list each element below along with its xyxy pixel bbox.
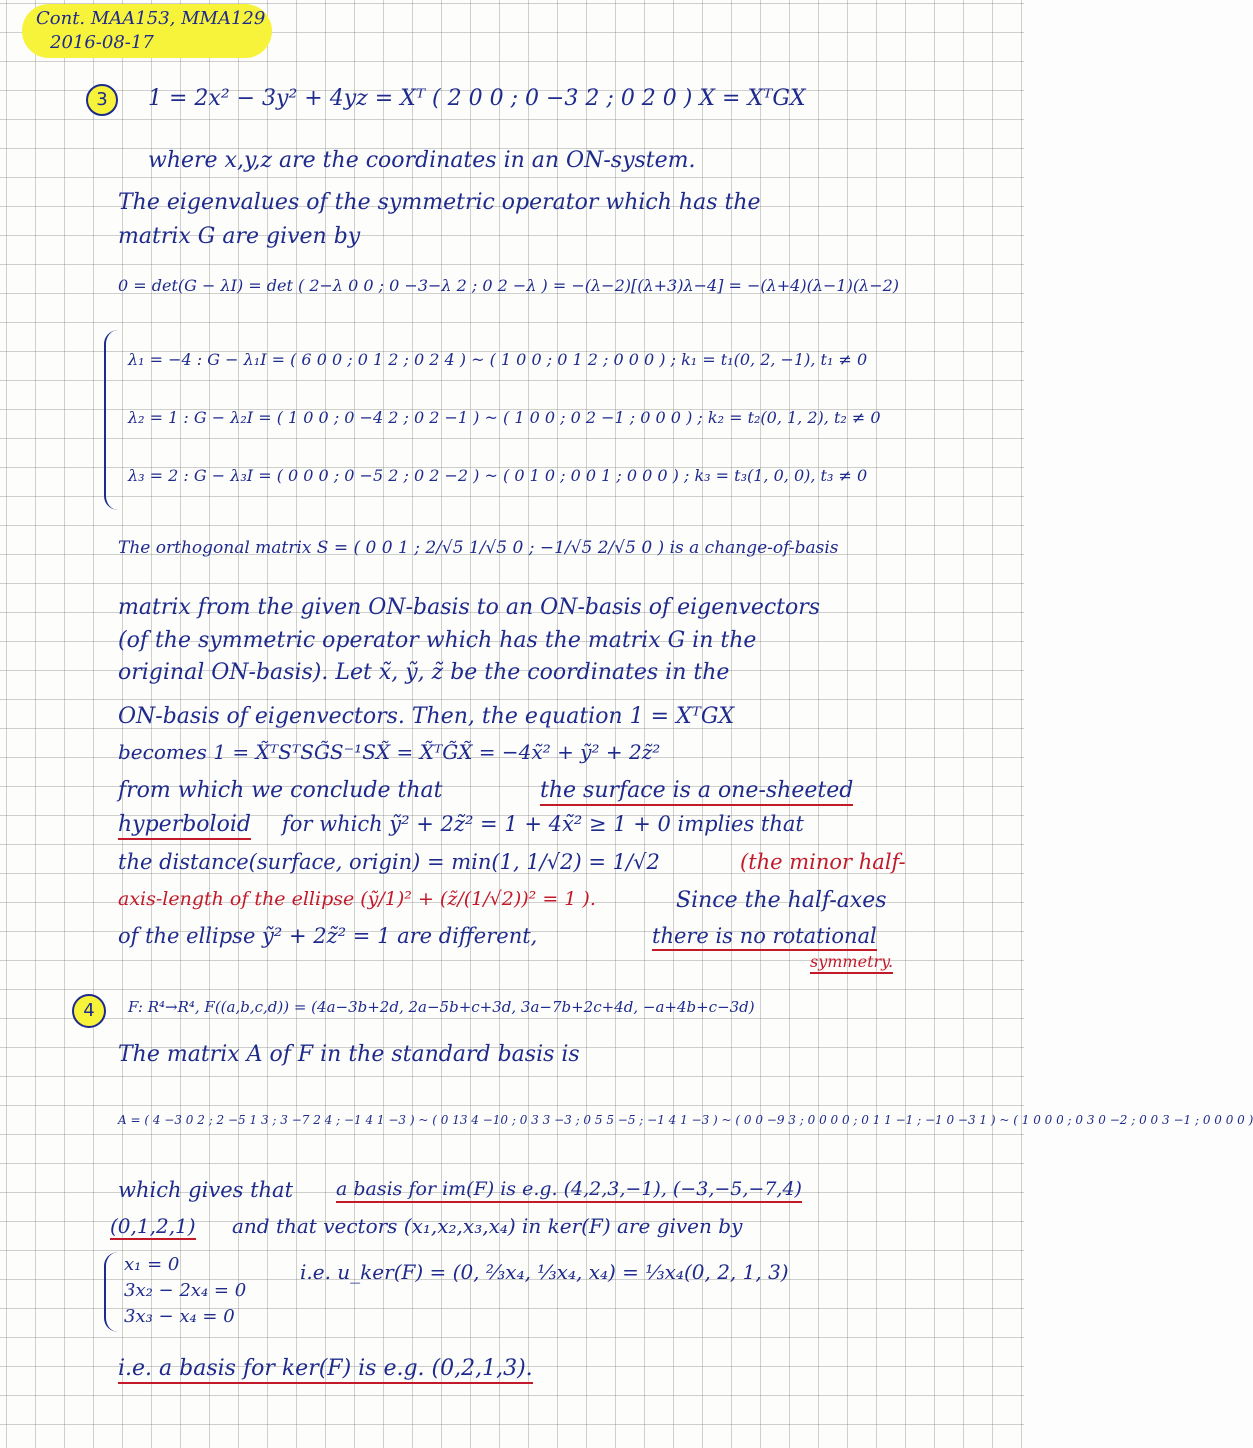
p3-text-s10b: Since the half-axes xyxy=(676,888,887,913)
kernel-system-brace xyxy=(104,1252,118,1332)
surface-conclusion: the surface is a one-sheeted xyxy=(540,780,853,806)
no-rotational-symmetry: there is no rotational xyxy=(652,926,877,951)
p3-line-2: The eigenvalues of the symmetric operator which has the xyxy=(118,190,761,215)
p3-text-s6: becomes 1 = X̃ᵀSᵀSG̃S⁻¹SX̃ = X̃ᵀG̃X̃ = −4x̃² + ỹ² + 2z̃² xyxy=(118,740,661,764)
exam-date: 2016-08-17 xyxy=(50,32,154,53)
problem-4-number: 4 xyxy=(72,994,106,1028)
minor-half-axis-note: (the minor half- xyxy=(740,850,906,874)
p3-text-s9a: the distance(surface, origin) = min(1, 1/√2) = 1/√2 xyxy=(118,850,660,874)
p4-text-w2b: and that vectors (x₁,x₂,x₃,x₄) in ker(F) are given by xyxy=(232,1214,743,1238)
p3-text-s8b: for which ỹ² + 2z̃² = 1 + 4x̃² ≥ 1 + 0 implies that xyxy=(282,812,804,836)
ellipse-equation-note: axis-length of the ellipse (ỹ/1)² + (z̃/(1/√2))² = 1 ). xyxy=(118,888,596,910)
p3-text-s4: original ON-basis). Let x̃, ỹ, z̃ be the coordinates in the xyxy=(118,660,730,685)
eigenvalue-2-row: λ₂ = 1 : G − λ₂I = ( 1 0 0 ; 0 −4 2 ; 0 2 −1 ) ~ ( 1 0 0 ; 0 2 −1 ; 0 0 0 ) ; k₂ = t₂(0, 1, 2), t₂ ≠ 0 xyxy=(128,408,881,427)
orthogonal-matrix-line: The orthogonal matrix S = ( 0 0 1 ; 2/√5 1/√5 0 ; −1/√5 2/√5 0 ) is a change-of-basis xyxy=(118,538,839,558)
p3-text-s11a: of the ellipse ỹ² + 2z̃² = 1 are different, xyxy=(118,924,538,948)
symmetry-word: symmetry. xyxy=(810,954,893,974)
quadratic-form-equation: 1 = 2x² − 3y² + 4yz = Xᵀ ( 2 0 0 ; 0 −3 2 ; 0 2 0 ) X = XᵀGX xyxy=(148,86,806,111)
p3-line-1: where x,y,z are the coordinates in an ON-system. xyxy=(148,148,696,173)
p4-text-w1a: which gives that xyxy=(118,1178,294,1202)
kernel-eq-2: 3x₂ − 2x₄ = 0 xyxy=(124,1280,247,1301)
kernel-eq-1: x₁ = 0 xyxy=(124,1254,180,1275)
linear-map-definition: F: R⁴→R⁴, F((a,b,c,d)) = (4a−3b+2d, 2a−5b+c+3d, 3a−7b+2c+4d, −a+4b+c−3d) xyxy=(128,998,755,1016)
kernel-parametrization: i.e. u_ker(F) = (0, ⅔x₄, ⅓x₄, x₄) = ⅓x₄(0, 2, 1, 3) xyxy=(300,1260,789,1284)
p3-text-s7a: from which we conclude that xyxy=(118,778,443,803)
p3-text-s5: ON-basis of eigenvectors. Then, the equation 1 = XᵀGX xyxy=(118,704,735,729)
kernel-basis: i.e. a basis for ker(F) is e.g. (0,2,1,3). xyxy=(118,1358,533,1384)
p3-text-s2: matrix from the given ON-basis to an ON-basis of eigenvectors xyxy=(118,595,821,620)
hyperboloid-word: hyperboloid xyxy=(118,814,251,840)
eigenvalue-3-row: λ₃ = 2 : G − λ₃I = ( 0 0 0 ; 0 −5 2 ; 0 2 −2 ) ~ ( 0 1 0 ; 0 0 1 ; 0 0 0 ) ; k₃ = t₃(1, 0, 0), t₃ ≠ 0 xyxy=(128,466,868,485)
eigen-cases-brace xyxy=(104,330,120,510)
kernel-eq-3: 3x₃ − x₄ = 0 xyxy=(124,1306,235,1327)
image-basis-cont: (0,1,2,1) xyxy=(110,1214,196,1238)
course-codes: Cont. MAA153, MMA129 xyxy=(36,8,266,29)
eigenvalue-1-row: λ₁ = −4 : G − λ₁I = ( 6 0 0 ; 0 1 2 ; 0 2 4 ) ~ ( 1 0 0 ; 0 1 2 ; 0 0 0 ) ; k₁ = t₁(0, 2, −1), t₁ ≠ 0 xyxy=(128,350,868,369)
p3-line-3: matrix G are given by xyxy=(118,224,361,249)
p3-text-s3: (of the symmetric operator which has the matrix G in the xyxy=(118,628,757,653)
p4-text-t1: The matrix A of F in the standard basis is xyxy=(118,1042,580,1067)
problem-3-number: 3 xyxy=(86,84,118,116)
row-reduction-matrices: A = ( 4 −3 0 2 ; 2 −5 1 3 ; 3 −7 2 4 ; −1 4 1 −3 ) ~ ( 0 13 4 −10 ; 0 3 3 −3 ; 0 5 5 −5 ; −1 4 1 −3 ) ~ ( 0 0 −9 3 ; 0 0 0 0 ; 0 1 1 −1 ; −1 0 −3 1 ) ~ ( 1 0 0 0 ; 0 3 0 −2 ; 0 0 3 −1 ; 0 0 0 0 ) xyxy=(118,1113,1253,1127)
characteristic-equation: 0 = det(G − λI) = det ( 2−λ 0 0 ; 0 −3−λ 2 ; 0 2 −λ ) = −(λ−2)[(λ+3)λ−4] = −(λ+4)(λ−1)(λ−2) xyxy=(118,276,900,295)
image-basis: a basis for im(F) is e.g. (4,2,3,−1), (−3,−5,−7,4) xyxy=(336,1180,802,1203)
